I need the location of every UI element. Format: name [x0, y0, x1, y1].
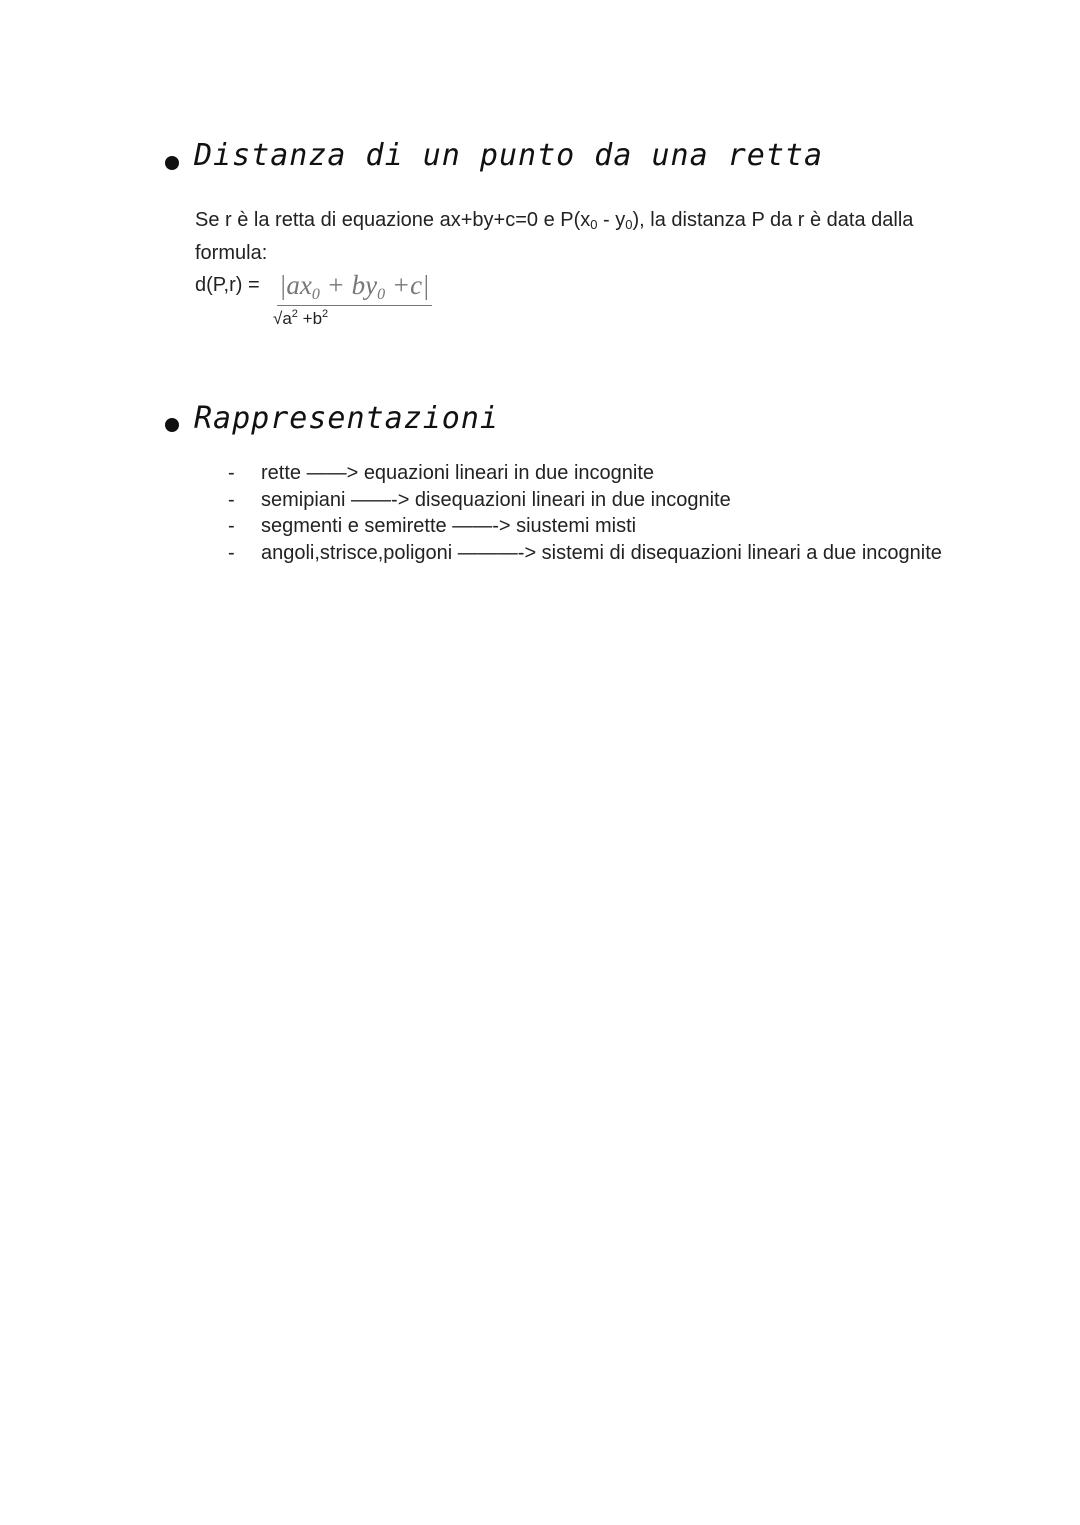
- list-item: - rette ——> equazioni lineari in due incognite: [225, 460, 942, 487]
- dash-marker: -: [228, 462, 235, 484]
- formula-lhs: d(P,r) =: [195, 274, 260, 296]
- formula-numerator: $|ax_0 + by_0 +c|$: [277, 270, 432, 306]
- distance-paragraph: Se r è la retta di equazione ax+by+c=0 e $P(x_0 - y_0)$, la distanza P da r è data dalla formula:: [195, 209, 914, 264]
- section-heading-distanza: Distanza di un punto da una retta: [194, 138, 824, 173]
- list-item: - semipiani ——-> disequazioni lineari in due incognite: [225, 487, 942, 514]
- representations-list: [225, 460, 942, 566]
- formula-denominator: $√a^2 +b^2$: [273, 308, 329, 328]
- dash-marker: -: [228, 541, 235, 564]
- dash-marker: -: [228, 515, 235, 537]
- distance-formula: [195, 270, 615, 340]
- section-heading-rappresentazioni: Rappresentazioni: [194, 401, 499, 436]
- bullet-icon: [165, 418, 179, 432]
- dash-marker: -: [228, 488, 235, 511]
- bullet-icon: [165, 156, 179, 170]
- list-item: - segmenti e semirette ——-> siustemi misti: [225, 513, 942, 540]
- list-item: - angoli,strisce,poligoni ———-> sistemi di disequazioni lineari a due incognite: [225, 540, 942, 567]
